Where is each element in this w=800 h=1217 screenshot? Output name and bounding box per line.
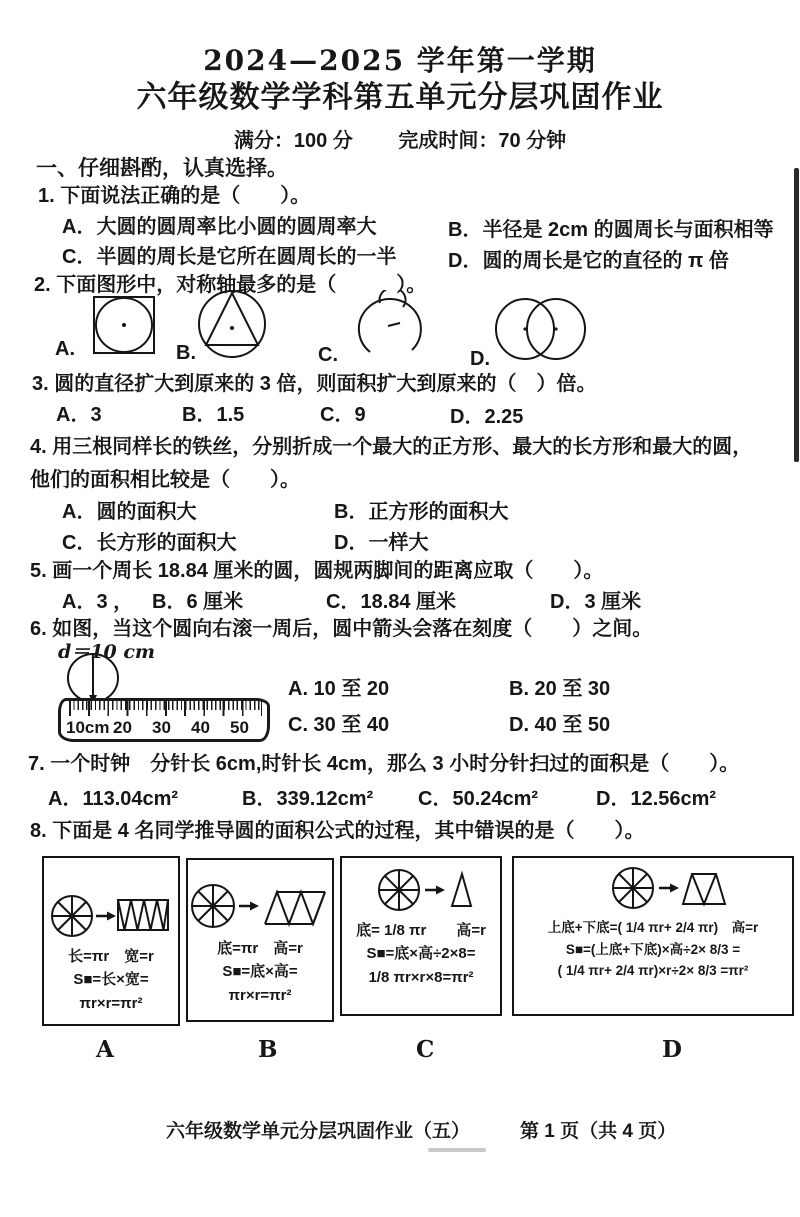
q8d-formula-line2: S■=(上底+下底)×高÷2× 8/3 = xyxy=(565,941,741,957)
q8d-formula-line3: ( 1/4 πr+ 2/4 πr)×r÷2× 8/3 =πr² xyxy=(557,963,749,979)
q1-option-d: D．圆的周长是它的直径的 π 倍 xyxy=(448,250,729,272)
q8-box-d xyxy=(512,856,794,1016)
q8-box-label-b: B xyxy=(258,1036,278,1063)
q8-stem: 8. 下面是 4 名同学推导圆的面积公式的过程，其中错误的是（ ）。 xyxy=(30,820,645,842)
q2-stem: 2. 下面图形中，对称轴最多的是（ ）。 xyxy=(34,274,427,296)
exam-meta xyxy=(0,124,800,153)
q8b-circle-to-parallelogram-figure xyxy=(189,880,331,932)
q5-option-c: C．18.84 厘米 xyxy=(326,591,457,613)
q4-option-a: A．圆的面积大 xyxy=(62,501,197,523)
q8-box-a xyxy=(42,856,180,1026)
q2-figure-label-a: A. xyxy=(55,338,75,360)
q6-option-d: D. 40 至 50 xyxy=(509,714,611,736)
q8d-formula-line1: 上底+下底=( 1/4 πr+ 2/4 πr) 高=r xyxy=(547,920,759,935)
q5-option-a: A．3 ， xyxy=(62,591,134,613)
full-score-label: 满分：100 分 xyxy=(233,130,353,152)
q7-option-b: B．339.12cm² xyxy=(242,788,374,810)
q4-option-c: C．长方形的面积大 xyxy=(62,532,237,554)
q8a-formula-line1: 长=πr 宽=r xyxy=(68,948,154,965)
q8c-formula-line2: S■=底×高÷2×8= xyxy=(366,945,476,963)
q3-option-b: B．1.5 xyxy=(182,404,245,426)
scan-smudge-artifact xyxy=(428,1148,486,1152)
q7-stem: 7. 一个时钟 分针长 6cm,时针长 4cm，那么 3 小时分针扫过的面积是（ ）。 xyxy=(28,753,740,775)
footer-page-number: 第 1 页（共 4 页） xyxy=(520,1121,677,1142)
section-one-heading: 一、仔细斟酌，认真选择。 xyxy=(36,157,288,180)
ruler-mark-30: 30 xyxy=(152,718,171,737)
scan-edge-artifact xyxy=(794,168,799,462)
q6-ruler xyxy=(58,698,270,742)
q4-stem-line2: 他们的面积相比较是（ ）。 xyxy=(30,469,300,491)
q3-option-d: D．2.25 xyxy=(450,406,524,428)
q2-figure-label-d: D. xyxy=(470,348,490,370)
q8d-circle-to-trapezoid-figure xyxy=(575,864,731,912)
q6-diameter-label: d＝10 cm xyxy=(58,641,156,663)
q2-figure-b-triangle-in-circle xyxy=(196,288,268,360)
q6-option-c: C. 30 至 40 xyxy=(288,714,390,736)
q3-option-a: A．3 xyxy=(56,404,102,426)
q8a-formula-line2: S■=长×宽= xyxy=(73,971,149,989)
term-title: 2024—2025 学年第一学期 xyxy=(203,44,597,77)
q1-option-b: B．半径是 2cm 的圆周长与面积相等 xyxy=(448,219,774,241)
q8b-formula-line3: πr×r=πr² xyxy=(228,986,292,1004)
q8c-formula-line3: 1/8 πr×r×8=πr² xyxy=(368,968,474,986)
q8-box-b xyxy=(186,858,334,1022)
q1-option-c: C．半圆的周长是它所在圆周长的一半 xyxy=(62,246,397,268)
q4-option-b: B．正方形的面积大 xyxy=(334,501,509,523)
q5-option-b: B．6 厘米 xyxy=(152,591,244,613)
q8b-formula-line1: 底=πr 高=r xyxy=(217,940,303,957)
q7-option-d: D．12.56cm² xyxy=(596,788,717,810)
q7-option-a: A．113.04cm² xyxy=(48,788,179,810)
q8a-formula-line3: πr×r=πr² xyxy=(79,994,143,1012)
q2-figure-c-open-circle-with-loop xyxy=(352,290,434,362)
q8-box-c xyxy=(340,856,502,1016)
q1-stem: 1. 下面说法正确的是（ ）。 xyxy=(38,185,311,207)
q8-box-label-d: D xyxy=(662,1036,682,1063)
q6-option-a: A. 10 至 20 xyxy=(288,678,390,700)
q5-stem: 5. 画一个周长 18.84 厘米的圆，圆规两脚间的距离应取（ ）。 xyxy=(30,560,604,582)
q5-option-d: D．3 厘米 xyxy=(550,591,642,613)
page-title: 六年级数学学科第五单元分层巩固作业 xyxy=(136,81,664,114)
q4-stem-line1: 4. 用三根同样长的铁丝，分别折成一个最大的正方形、最大的长方形和最大的圆， xyxy=(30,436,753,458)
q7-option-c: C．50.24cm² xyxy=(418,788,539,810)
q2-figure-d-overlapping-circles xyxy=(492,296,590,362)
q4-option-d: D．一样大 xyxy=(334,532,429,554)
q8c-circle-to-triangle-figure xyxy=(365,866,477,914)
q2-figure-label-b: B. xyxy=(176,342,196,364)
q8c-formula-line1: 底= 1/8 πr 高=r xyxy=(356,922,486,939)
q3-stem: 3. 圆的直径扩大到原来的 3 倍，则面积扩大到原来的（ ）倍。 xyxy=(32,373,597,395)
ruler-mark-50: 50 xyxy=(230,718,249,737)
q1-option-a: A．大圆的圆周率比小圆的圆周率大 xyxy=(62,216,377,238)
ruler-mark-20: 20 xyxy=(113,718,132,737)
footer-worksheet-name: 六年级数学单元分层巩固作业（五） xyxy=(166,1121,471,1142)
q8-box-label-a: A xyxy=(96,1036,114,1063)
q8a-circle-to-rectangle-figure xyxy=(50,892,172,940)
q8b-formula-line2: S■=底×高= xyxy=(222,963,298,981)
q8-box-label-c: C xyxy=(416,1036,435,1063)
ruler-mark-40: 40 xyxy=(191,718,210,737)
ruler-minor-ticks xyxy=(69,701,262,710)
q2-figure-a-circle-in-square xyxy=(90,294,158,356)
ruler-mark-10cm: 10cm xyxy=(66,718,110,737)
q6-stem: 6. 如图，当这个圆向右滚一周后，圆中箭头会落在刻度（ ）之间。 xyxy=(30,618,653,640)
duration-label: 完成时间：70 分钟 xyxy=(398,130,567,152)
q6-option-b: B. 20 至 30 xyxy=(509,678,611,700)
q2-figure-label-c: C. xyxy=(318,344,338,366)
q3-option-c: C．9 xyxy=(320,404,366,426)
